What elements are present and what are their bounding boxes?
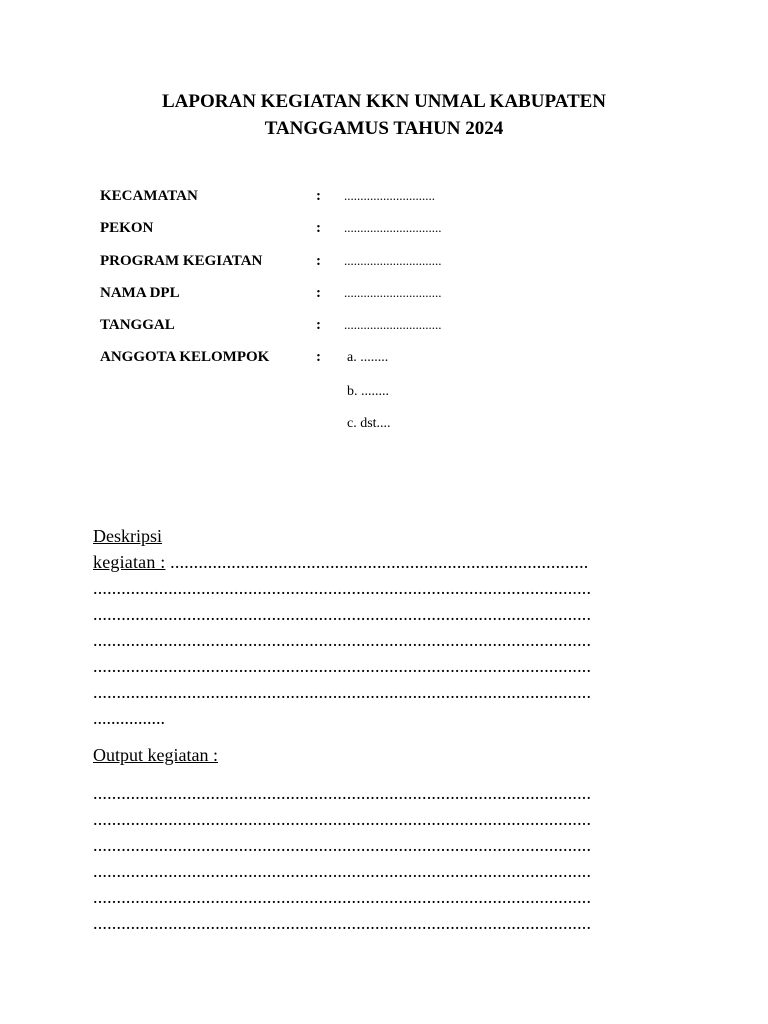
output-heading: Output kegiatan :: [93, 745, 218, 765]
info-colon: :: [316, 285, 321, 301]
dotted-line: ..........................................................................................................: [93, 861, 592, 881]
dotted-line: ..........................................................................................................: [93, 630, 592, 650]
dotted-line: ..........................................................................................................: [93, 578, 592, 598]
deskripsi-first-line: [93, 549, 683, 575]
dotted-line: ..........................................................................................................: [93, 835, 592, 855]
info-colon: :: [316, 253, 321, 269]
info-value: ..............................: [344, 220, 442, 235]
dotted-line: ..........................................................................................................: [93, 656, 592, 676]
deskripsi-heading-line-2: kegiatan :: [93, 552, 166, 572]
info-label: PROGRAM KEGIATAN: [100, 253, 263, 269]
deskripsi-heading-line-1: Deskripsi: [93, 526, 162, 546]
info-label: NAMA DPL: [100, 285, 180, 301]
dotted-line: ..........................................................................................................: [93, 887, 592, 907]
dotted-line: .........................................................................................: [165, 552, 589, 572]
info-value: ..............................: [344, 253, 442, 268]
info-colon: :: [316, 220, 321, 236]
dotted-line: ..........................................................................................................: [93, 783, 592, 803]
dotted-line: ..........................................................................................................: [93, 913, 592, 933]
info-label: PEKON: [100, 220, 154, 236]
output-section: [93, 742, 683, 768]
info-label: KECAMATAN: [100, 188, 198, 204]
member-item: c. dst....: [347, 416, 391, 431]
info-label: ANGGOTA KELOMPOK: [100, 349, 270, 365]
member-item: a. ........: [347, 350, 389, 365]
dotted-line: ..........................................................................................................: [93, 682, 592, 702]
document-title: [0, 88, 768, 142]
info-value: ..............................: [344, 317, 442, 332]
output-lines: [93, 780, 683, 936]
dotted-line: ..........................................................................................................: [93, 604, 592, 624]
info-value: ............................: [344, 188, 435, 203]
info-value: ..............................: [344, 285, 442, 300]
title-line-1: LAPORAN KEGIATAN KKN UNMAL KABUPATEN: [161, 91, 607, 112]
info-colon: :: [316, 349, 321, 365]
dotted-line: ................: [93, 708, 165, 728]
deskripsi-section: [93, 523, 683, 731]
title-line-2: TANGGAMUS TAHUN 2024: [264, 118, 504, 139]
dotted-line: ..........................................................................................................: [93, 809, 592, 829]
member-item: b. ........: [347, 384, 389, 399]
info-label: TANGGAL: [100, 317, 175, 333]
info-colon: :: [316, 188, 321, 204]
info-colon: :: [316, 317, 321, 333]
